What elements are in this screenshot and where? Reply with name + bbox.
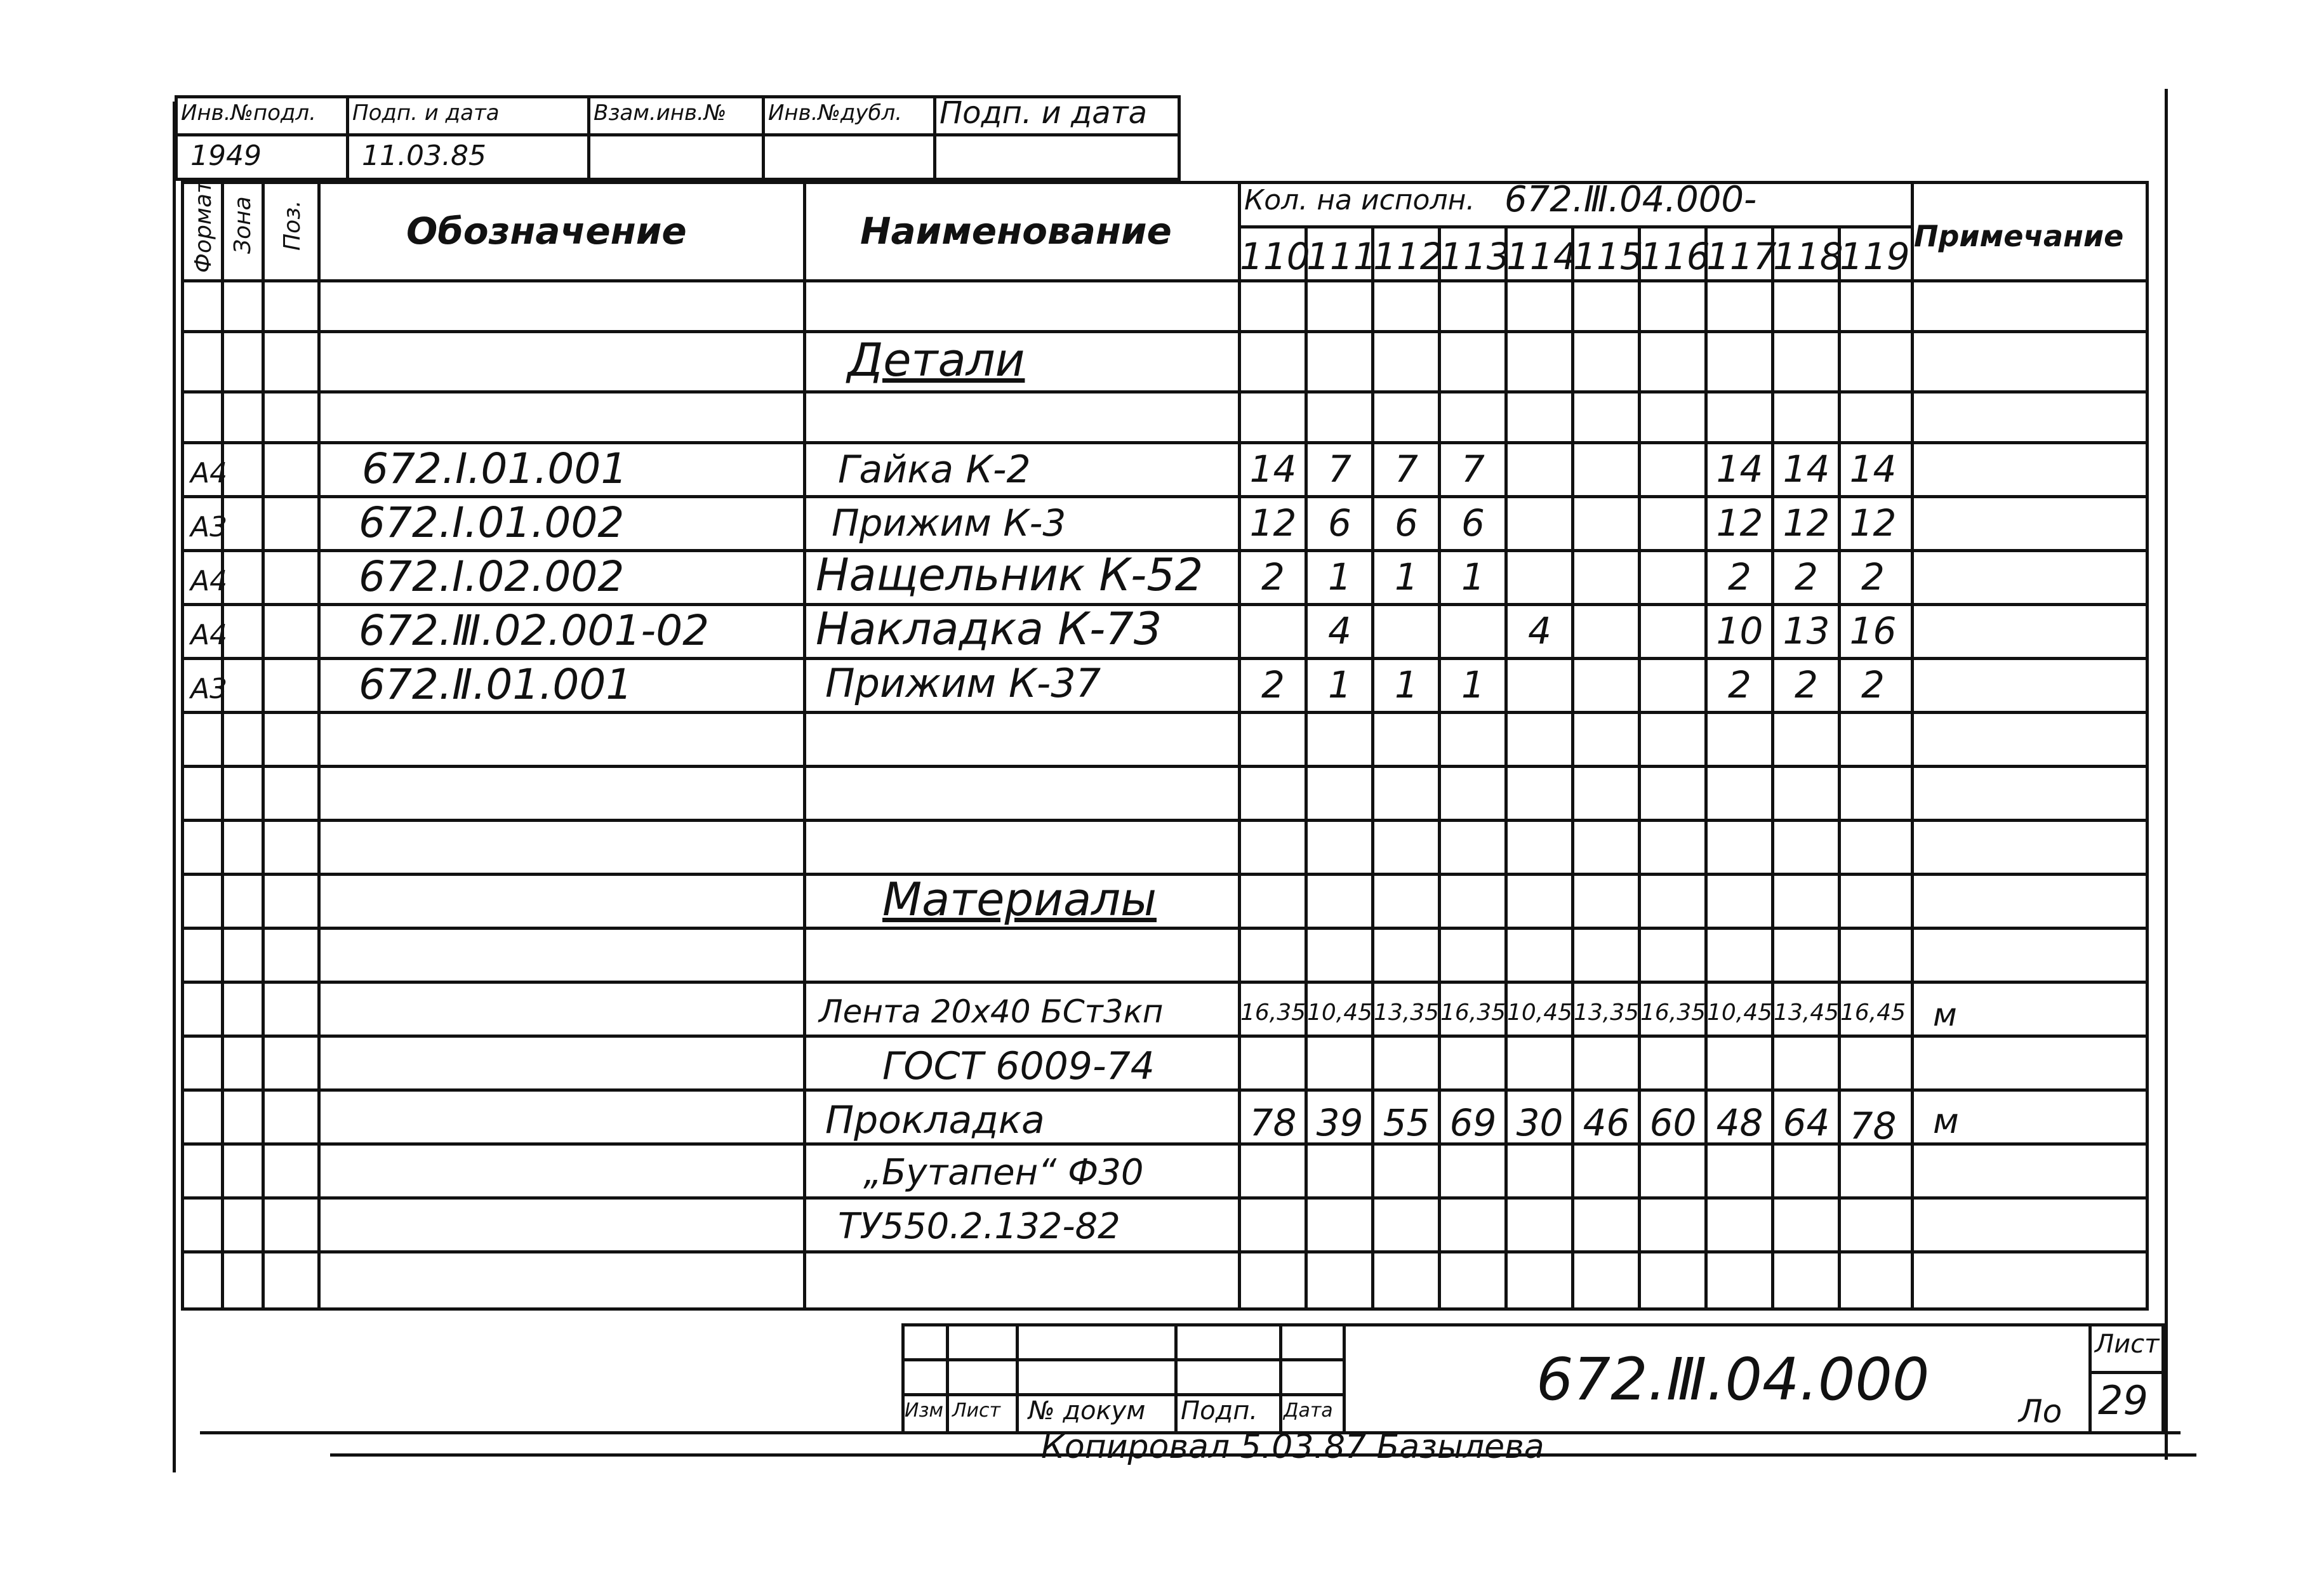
qty-cell: 16 — [1849, 609, 1897, 652]
qty-cell: 12 — [1716, 501, 1763, 545]
col-header-note: Примечание — [1914, 219, 2124, 253]
qty-cell: 6 — [1328, 501, 1351, 545]
qty-cell: 10,45 — [1506, 1000, 1573, 1026]
row-line-15 — [181, 1088, 2149, 1092]
variant-header-114: 114 — [1506, 235, 1577, 278]
row-designation: 672.Ⅰ.02.002 — [359, 552, 625, 601]
row-line-1 — [181, 330, 2149, 333]
qty-cell: 48 — [1716, 1101, 1763, 1144]
qty-cell: 13,35 — [1573, 1000, 1640, 1026]
qty-cell: 2 — [1861, 663, 1885, 706]
qty-cell: 16,35 — [1240, 1000, 1306, 1026]
top-stamp-col-3 — [762, 95, 765, 181]
qty-cell: 12 — [1849, 501, 1897, 545]
section-details: Детали — [847, 333, 1025, 387]
row-designation: 672.Ⅲ.02.001-02 — [359, 606, 710, 655]
col-line-pos — [317, 181, 321, 1311]
title-block-col-5 — [1343, 1323, 1346, 1434]
title-block-sheet-col — [2088, 1323, 2092, 1434]
col-header-qty-code: 672.Ⅲ.04.000- — [1504, 179, 1757, 220]
title-block-sheet-row — [2088, 1371, 2165, 1374]
col-header-name: Наименование — [860, 209, 1172, 253]
top-stamp-header-5: Подп. и дата — [940, 95, 1147, 131]
row-line-14 — [181, 1035, 2149, 1038]
title-block-col-1 — [946, 1323, 949, 1434]
col-line-zone — [262, 181, 265, 1311]
qty-cell: 2 — [1795, 555, 1818, 599]
top-stamp-value-1: 1949 — [190, 140, 262, 172]
title-block-col-4 — [1279, 1323, 1282, 1434]
row-line-11 — [181, 873, 2149, 876]
qty-cell: 6 — [1461, 501, 1485, 545]
qty-cell: 7 — [1395, 447, 1418, 491]
row-name: Гайка К-2 — [838, 447, 1031, 492]
row-name: Накладка К-73 — [816, 603, 1162, 655]
qty-cell: 13 — [1783, 609, 1830, 652]
row-line-9 — [181, 765, 2149, 768]
variant-header-119: 119 — [1840, 235, 1910, 278]
qty-cell: 39 — [1316, 1101, 1364, 1144]
col-line-note — [1911, 181, 1914, 1311]
col-header-qty-title: Кол. на исполн. — [1244, 184, 1475, 216]
top-stamp-header-3: Взам.инв.№ — [594, 100, 727, 126]
qty-cell: 2 — [1261, 663, 1285, 706]
qty-cell: 2 — [1261, 555, 1285, 599]
variant-header-117: 117 — [1706, 235, 1777, 278]
qty-cell: 1 — [1395, 663, 1418, 706]
qty-cell: 10,45 — [1706, 1000, 1773, 1026]
qty-cell: 1 — [1328, 555, 1351, 599]
title-label-list: Лист — [952, 1399, 1001, 1422]
col-header-format: Формат — [190, 180, 216, 273]
top-stamp-col-2 — [587, 95, 590, 181]
title-block-col-2 — [1016, 1323, 1019, 1434]
copied-by-footer: Копировал 5.03.87 Базылева — [1041, 1428, 1544, 1466]
qty-cell: 64 — [1783, 1101, 1830, 1144]
col-header-zone: Зона — [230, 196, 256, 254]
row-line-8 — [181, 711, 2149, 714]
qty-cell: 10,45 — [1306, 1000, 1373, 1026]
qty-cell: 12 — [1783, 501, 1830, 545]
row-format: А4 — [190, 565, 228, 597]
col-line-q3 — [1438, 225, 1441, 1311]
top-stamp-value-2: 11.03.85 — [362, 140, 486, 172]
header-bottom-line — [181, 279, 2149, 282]
col-line-designation — [803, 181, 806, 1311]
variant-header-110: 110 — [1240, 235, 1310, 278]
qty-cell: 10 — [1716, 609, 1763, 652]
row-line-10 — [181, 819, 2149, 822]
row-name: Нащельник К-52 — [816, 549, 1204, 601]
qty-cell: 13,45 — [1773, 1000, 1840, 1026]
left-border-line — [173, 102, 176, 1472]
variant-header-113: 113 — [1440, 235, 1510, 278]
top-stamp-col-1 — [346, 95, 349, 181]
title-label-izm: Изм — [905, 1399, 944, 1422]
material-name: „Бутапен“ Ф30 — [863, 1152, 1144, 1193]
qty-cell: 2 — [1728, 555, 1751, 599]
row-designation: 672.Ⅰ.01.002 — [359, 498, 625, 547]
col-line-format — [221, 181, 224, 1311]
variant-header-115: 115 — [1573, 235, 1643, 278]
section-materials: Материалы — [882, 873, 1157, 926]
title-block-col-3 — [1174, 1323, 1178, 1434]
row-name: Прижим К-37 — [825, 660, 1101, 706]
row-line-12 — [181, 927, 2149, 930]
row-format: А4 — [190, 457, 228, 489]
qty-cell: 12 — [1249, 501, 1297, 545]
material-note: м — [1933, 1101, 1959, 1141]
row-line-2 — [181, 390, 2149, 394]
top-stamp-header-2: Подп. и дата — [352, 100, 500, 126]
qty-cell: 46 — [1583, 1101, 1630, 1144]
title-label-date: Дата — [1284, 1399, 1333, 1422]
qty-cell: 7 — [1461, 447, 1485, 491]
row-name: Прижим К-3 — [832, 501, 1066, 545]
row-line-18 — [181, 1250, 2149, 1253]
variant-header-112: 112 — [1373, 235, 1444, 278]
top-stamp-header-4: Инв.№дубл. — [768, 100, 903, 126]
variant-header-116: 116 — [1640, 235, 1710, 278]
qty-cell: 4 — [1328, 609, 1351, 652]
sheet-number: 29 — [2098, 1377, 2148, 1424]
row-designation: 672.Ⅱ.01.001 — [359, 660, 633, 709]
top-stamp-col-4 — [933, 95, 936, 181]
qty-cell: 16,45 — [1840, 1000, 1906, 1026]
material-name: ТУ550.2.132-82 — [838, 1206, 1120, 1247]
qty-cell: 16,35 — [1440, 1000, 1506, 1026]
col-line-q1 — [1305, 225, 1308, 1311]
qty-cell: 14 — [1249, 447, 1297, 491]
col-line-q8 — [1771, 225, 1774, 1311]
qty-cell: 1 — [1461, 663, 1485, 706]
variant-header-118: 118 — [1773, 235, 1843, 278]
variant-header-111: 111 — [1306, 235, 1377, 278]
qty-cell: 78 — [1249, 1101, 1297, 1144]
row-line-17 — [181, 1196, 2149, 1200]
material-note: м — [1933, 996, 1957, 1033]
right-border-line — [2165, 89, 2168, 1460]
qty-cell: 78 — [1849, 1104, 1897, 1147]
qty-cell: 69 — [1449, 1101, 1497, 1144]
title-label-doc: № докум — [1028, 1396, 1146, 1425]
col-line-q2 — [1371, 225, 1374, 1311]
qty-cell: 55 — [1383, 1101, 1430, 1144]
col-line-q9 — [1838, 225, 1841, 1311]
qty-cell: 2 — [1795, 663, 1818, 706]
title-label-sign: Подп. — [1181, 1396, 1258, 1425]
col-line-q5 — [1571, 225, 1574, 1311]
qty-cell: 2 — [1861, 555, 1885, 599]
material-name: Лента 20х40 БСт3кп — [819, 993, 1164, 1030]
material-name: ГОСТ 6009-74 — [882, 1044, 1155, 1088]
qty-cell: 6 — [1395, 501, 1418, 545]
qty-cell: 4 — [1528, 609, 1551, 652]
top-stamp-header-1: Инв.№подл. — [181, 100, 316, 126]
col-line-q4 — [1504, 225, 1508, 1311]
row-format: А3 — [190, 511, 228, 543]
material-name: Прокладка — [825, 1098, 1045, 1142]
qty-cell: 60 — [1649, 1101, 1697, 1144]
qty-cell: 14 — [1783, 447, 1830, 491]
top-stamp-divider — [175, 133, 1181, 136]
col-header-designation: Обозначение — [406, 209, 687, 253]
qty-cell: 2 — [1728, 663, 1751, 706]
col-line-q7 — [1704, 225, 1708, 1311]
qty-cell: 1 — [1461, 555, 1485, 599]
row-format: А4 — [190, 619, 228, 651]
qty-cell: 16,35 — [1640, 1000, 1706, 1026]
col-line-q6 — [1638, 225, 1641, 1311]
qty-cell: 30 — [1516, 1101, 1564, 1144]
qty-cell: 1 — [1328, 663, 1351, 706]
qty-cell: 1 — [1395, 555, 1418, 599]
qty-cell: 14 — [1716, 447, 1763, 491]
qty-cell: 7 — [1328, 447, 1351, 491]
col-header-pos: Поз. — [279, 200, 305, 251]
page-mark: Ло — [2019, 1393, 2062, 1430]
qty-cell: 14 — [1849, 447, 1897, 491]
sheet-label: Лист — [2095, 1330, 2160, 1359]
row-format: А3 — [190, 673, 228, 705]
qty-cell: 13,35 — [1373, 1000, 1440, 1026]
qty-header-divider — [1238, 225, 1914, 228]
row-line-13 — [181, 981, 2149, 984]
row-designation: 672.Ⅰ.01.001 — [362, 444, 628, 493]
document-code: 672.Ⅲ.04.000 — [1536, 1346, 1930, 1413]
